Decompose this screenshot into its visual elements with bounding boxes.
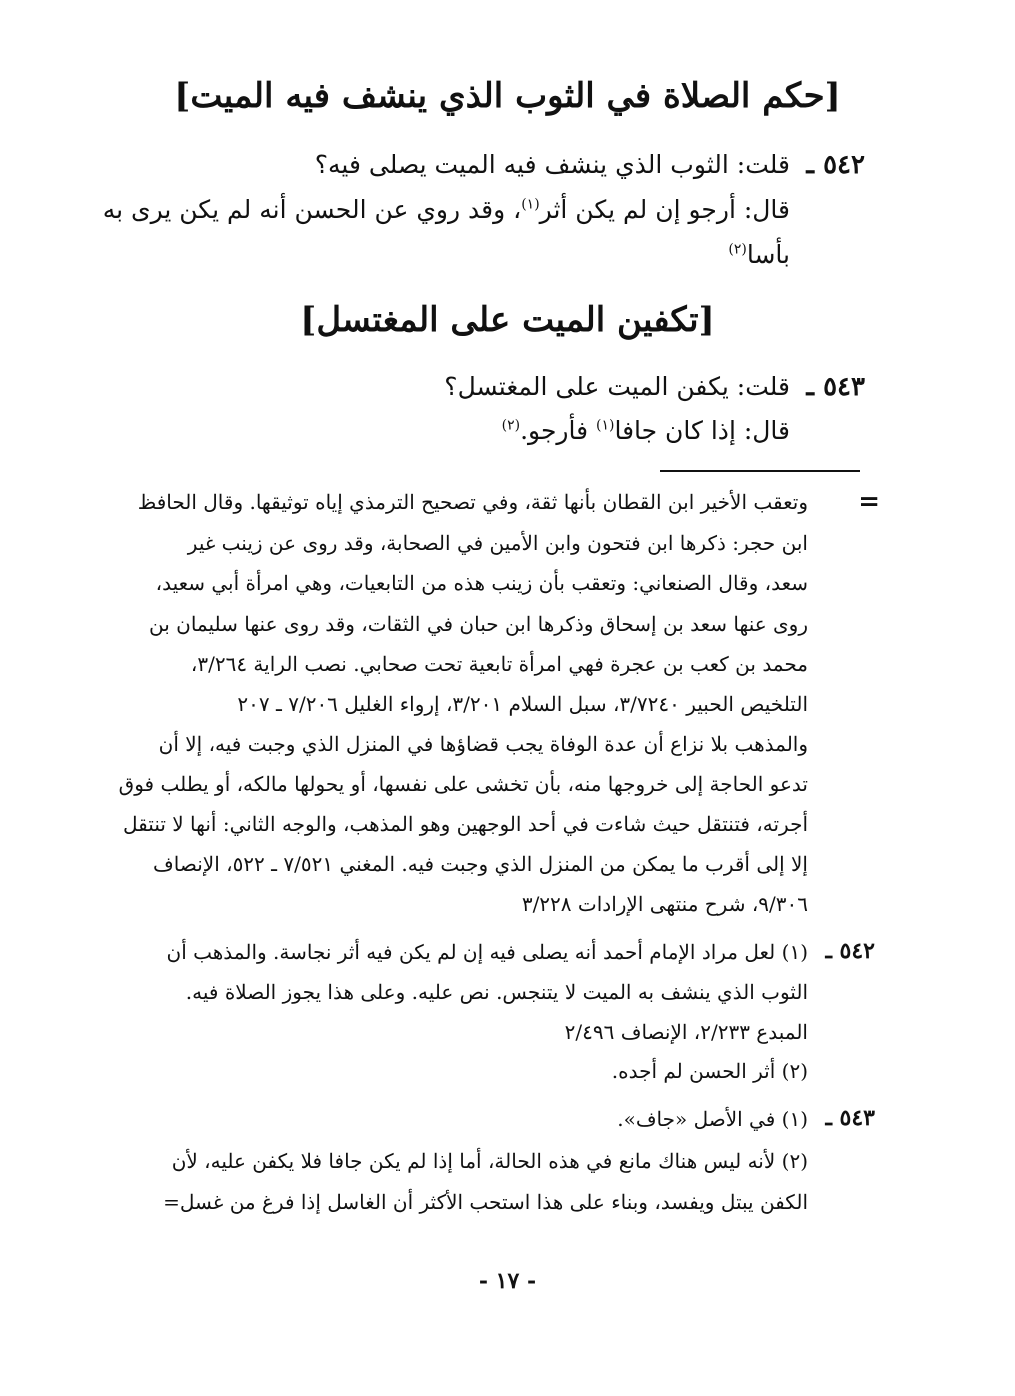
answer-542-line-2: [170, 240, 790, 269]
footnote-prev-line: تدعو الحاجة إلى خروجها منه، بأن تخشى على نفسها، أو يحولها مالكه، أو يطلب فوق: [118, 772, 808, 796]
answer-543: [170, 416, 790, 445]
issue-number-543: ٥٤٣ ـ: [806, 372, 865, 402]
section-heading-shrouding-on-washing-table: [تكفين الميت على المغتسل]: [300, 300, 715, 340]
footnote-prev-line: محمد بن كعب بن عجرة فهي امرأة تابعية تحت صحابي. نصب الراية ٣/٢٦٤،: [190, 652, 808, 676]
answer-543-text-a: قال: إذا كان جافا: [614, 416, 790, 445]
question-542: قلت: الثوب الذي ينشف فيه الميت يصلى فيه؟: [314, 150, 790, 179]
footnote-number-542: ٥٤٢ ـ: [825, 938, 875, 964]
section-heading-prayer-in-drying-cloth: [حكم الصلاة في الثوب الذي ينشف فيه الميت]: [174, 76, 841, 116]
footnote-543-line: (٢) لأنه ليس هناك مانع في هذه الحالة، أما إذا لم يكن جافا فلا يكفن عليه، لأن: [171, 1149, 808, 1173]
footnote-prev-line: سعد، وقال الصنعاني: وتعقب بأن زينب هذه من التابعيات، وهي امرأة أبي سعيد،: [155, 571, 808, 595]
answer-542-text-b: ، وقد روي عن الحسن أنه لم يكن يرى به: [102, 195, 522, 224]
footnote-542-line: (١) لعل مراد الإمام أحمد أنه يصلى فيه إن لم يكن فيه أثر نجاسة. والمذهب أن: [166, 940, 808, 964]
footnote-543-line: الكفن يبتل ويفسد، وبناء على هذا استحب الأكثر أن الغاسل إذا فرغ من غسل=: [163, 1190, 808, 1214]
footnote-543-line: (١) في الأصل «جاف».: [617, 1107, 808, 1131]
footnote-prev-line: أجرته، فتنتقل حيث شاءت في أحد الوجهين وهو المذهب، والوجه الثاني: أنها لا تنتقل: [123, 812, 808, 836]
continuation-mark: =: [858, 487, 880, 517]
footnote-542-line: المبدع ٢/٢٣٣، الإنصاف ٢/٤٩٦: [564, 1020, 808, 1044]
answer-543-text-b: فأرجو.: [520, 416, 596, 445]
footnote-ref-1-543: (١): [595, 417, 615, 434]
footnote-prev-line: إلا إلى أقرب ما يمكن من المنزل الذي وجبت فيه. المغني ٧/٥٢١ ـ ٥٢٢، الإنصاف: [153, 852, 808, 876]
footnote-542-line: الثوب الذي ينشف به الميت لا يتنجس. نص عليه. وعلى هذا يجوز الصلاة فيه.: [185, 980, 808, 1004]
answer-542-text-c: بأسا: [746, 240, 790, 269]
footnote-prev-line: ابن حجر: ذكرها ابن فتحون وابن الأمين في الصحابة، وقد روى عن زينب غير: [187, 531, 808, 555]
answer-542-text-a: قال: أرجو إن لم يكن أثر: [539, 195, 790, 224]
footnote-prev-line: والمذهب بلا نزاع أن عدة الوفاة يجب قضاؤها في المنزل الذي وجبت فيه، إلا أن: [158, 732, 808, 756]
question-543: قلت: يكفن الميت على المغتسل؟: [444, 372, 790, 401]
footnote-ref-2: (٢): [728, 241, 747, 258]
footnote-prev-line: روى عنها سعد بن إسحاق وذكرها ابن حبان في الثقات، وقد روى عنها سليمان بن: [148, 612, 808, 636]
footnote-separator: [660, 470, 860, 472]
footnote-ref-2-543: (٢): [501, 417, 521, 434]
answer-542-line-1: [102, 195, 790, 224]
footnote-ref-1: (١): [521, 196, 540, 213]
footnote-number-543: ٥٤٣ ـ: [825, 1105, 875, 1131]
footnote-prev-line: وتعقب الأخير ابن القطان بأنها ثقة، وفي تصحيح الترمذي إياه توثيقها. وقال الحافظ: [137, 490, 808, 514]
footnote-542-line: (٢) أثر الحسن لم أجده.: [611, 1059, 808, 1083]
footnote-prev-line: التلخيص الحبير ٣/٧٢٤٠، سبل السلام ٣/٢٠١، إرواء الغليل ٧/٢٠٦ ـ ٢٠٧: [237, 692, 808, 716]
footnote-prev-line: ٩/٣٠٦، شرح منتهى الإرادات ٣/٢٢٨: [521, 892, 808, 916]
issue-number-542: ٥٤٢ ـ: [806, 150, 865, 180]
page-number: - ١٧ -: [478, 1268, 537, 1294]
